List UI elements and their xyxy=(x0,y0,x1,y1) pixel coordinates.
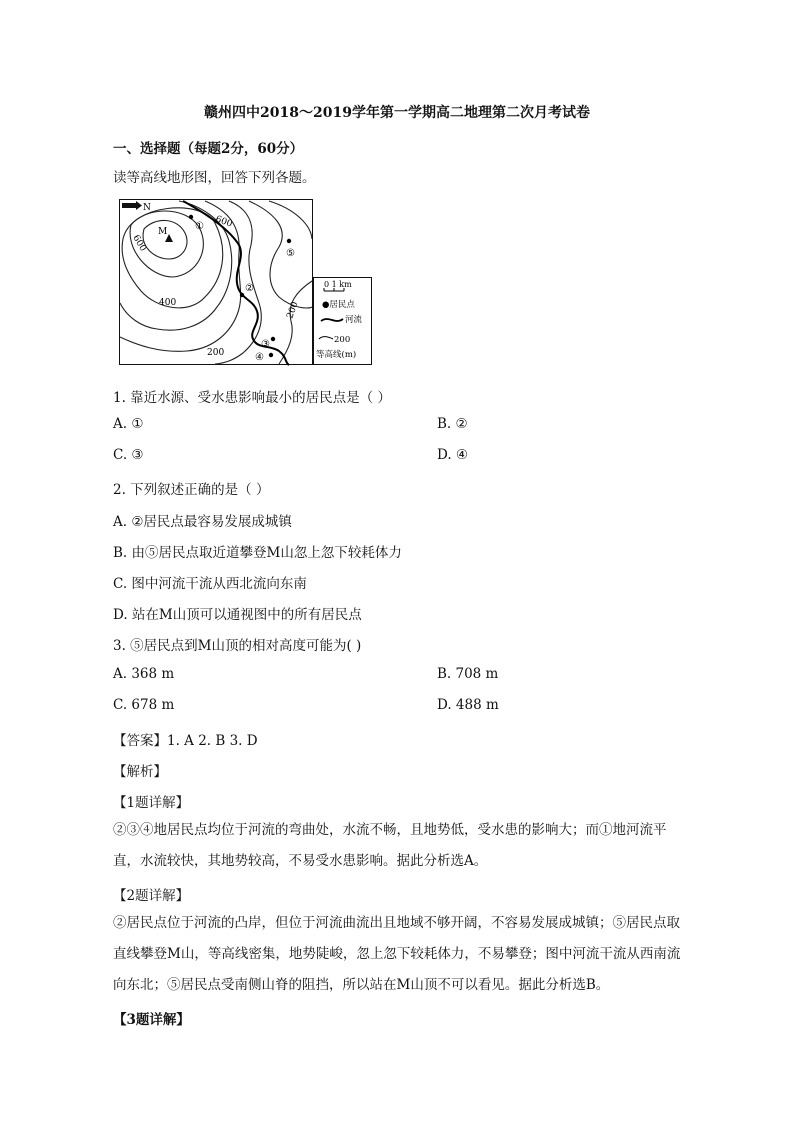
north-label: N xyxy=(143,203,151,213)
settlement-5-dot xyxy=(287,239,291,243)
question-1-option-d[interactable]: D. ④ xyxy=(437,447,469,463)
q2-analysis-text: ②居民点位于河流的凸岸，但位于河流曲流出且地域不够开阔，不容易发展成城镇；⑤居民点取直线攀登M山，等高线密集，地势陡峻，忽上忽下较耗体力，不易攀登；图中河流干流从西南流向东北；⑤居民点受南侧山脊的阻挡，所以站在M山顶不可以看见。据此分析选B。 xyxy=(113,915,681,993)
contour-label-200a: 200 xyxy=(207,348,225,358)
contour-label-600b: 600 xyxy=(130,233,148,254)
settlement-2-dot xyxy=(240,293,244,297)
question-3-option-b[interactable]: B. 708 m xyxy=(437,666,499,682)
question-3-option-d[interactable]: D. 488 m xyxy=(437,697,499,713)
question-3-option-a[interactable]: A. 368 m xyxy=(113,666,175,682)
q1-analysis-heading: 【1题详解】 xyxy=(113,795,190,811)
answer-line: 【答案】1. A 2. B 3. D xyxy=(113,733,258,749)
question-2-stem: 2. 下列叙述正确的是（ ） xyxy=(113,482,270,498)
question-3-stem: 3. ⑤居民点到M山顶的相对高度可能为( ) xyxy=(113,638,362,654)
q2-analysis-heading: 【2题详解】 xyxy=(113,888,190,904)
q1-analysis-text: ②③④地居民点均位于河流的弯曲处，水流不畅，且地势低，受水患的影响大；而①地河流平直，水流较快，其地势较高，不易受水患影响。据此分析选A。 xyxy=(113,822,667,869)
peak-label: M xyxy=(158,227,168,237)
question-2-option-a[interactable]: A. ②居民点最容易发展成城镇 xyxy=(113,514,292,530)
legend-contour: 等高线(m) xyxy=(316,350,357,360)
legend-scale: 0 1 km xyxy=(324,280,352,289)
contour-label-200b: 200 xyxy=(285,300,301,321)
settlement-4-label: ④ xyxy=(255,352,264,363)
settlement-3-dot xyxy=(271,337,275,341)
question-3-option-c[interactable]: C. 678 m xyxy=(113,697,175,713)
question-2-option-b[interactable]: B. 由⑤居民点取近道攀登M山忽上忽下较耗体力 xyxy=(113,545,402,561)
legend-river: 河流 xyxy=(345,315,363,325)
contour-label-600a: 600 xyxy=(213,214,234,230)
legend-contour-sample: 200 xyxy=(334,335,351,345)
question-1-option-b[interactable]: B. ② xyxy=(437,416,468,432)
settlement-1-dot xyxy=(189,215,193,219)
contour-label-400: 400 xyxy=(159,298,177,308)
question-1-option-c[interactable]: C. ③ xyxy=(113,447,144,463)
analysis-heading: 【解析】 xyxy=(113,764,167,780)
settlement-5-label: ⑤ xyxy=(286,248,295,259)
settlement-3-label: ③ xyxy=(261,339,270,350)
question-2-option-d[interactable]: D. 站在M山顶可以通视图中的所有居民点 xyxy=(113,607,362,623)
settlement-2-label: ② xyxy=(245,283,254,294)
question-2-option-c[interactable]: C. 图中河流干流从西北流向东南 xyxy=(113,576,307,592)
contour-map xyxy=(119,199,375,367)
contour-map-svg xyxy=(119,199,375,367)
section-heading: 一、选择题（每题2分，60分） xyxy=(113,141,304,157)
settlement-4-dot xyxy=(269,353,273,357)
question-1-option-a[interactable]: A. ① xyxy=(113,416,144,432)
q3-analysis-heading: 【3题详解】 xyxy=(113,1012,190,1028)
question-1-stem: 1. 靠近水源、受水患影响最小的居民点是（ ） xyxy=(113,390,391,406)
settlement-1-label: ① xyxy=(195,221,204,232)
legend-settlement: ●居民点 xyxy=(322,300,355,310)
page-title: 赣州四中2018～2019学年第一学期高二地理第二次月考试卷 xyxy=(204,105,590,121)
intro-text: 读等高线地形图，回答下列各题。 xyxy=(113,170,316,186)
